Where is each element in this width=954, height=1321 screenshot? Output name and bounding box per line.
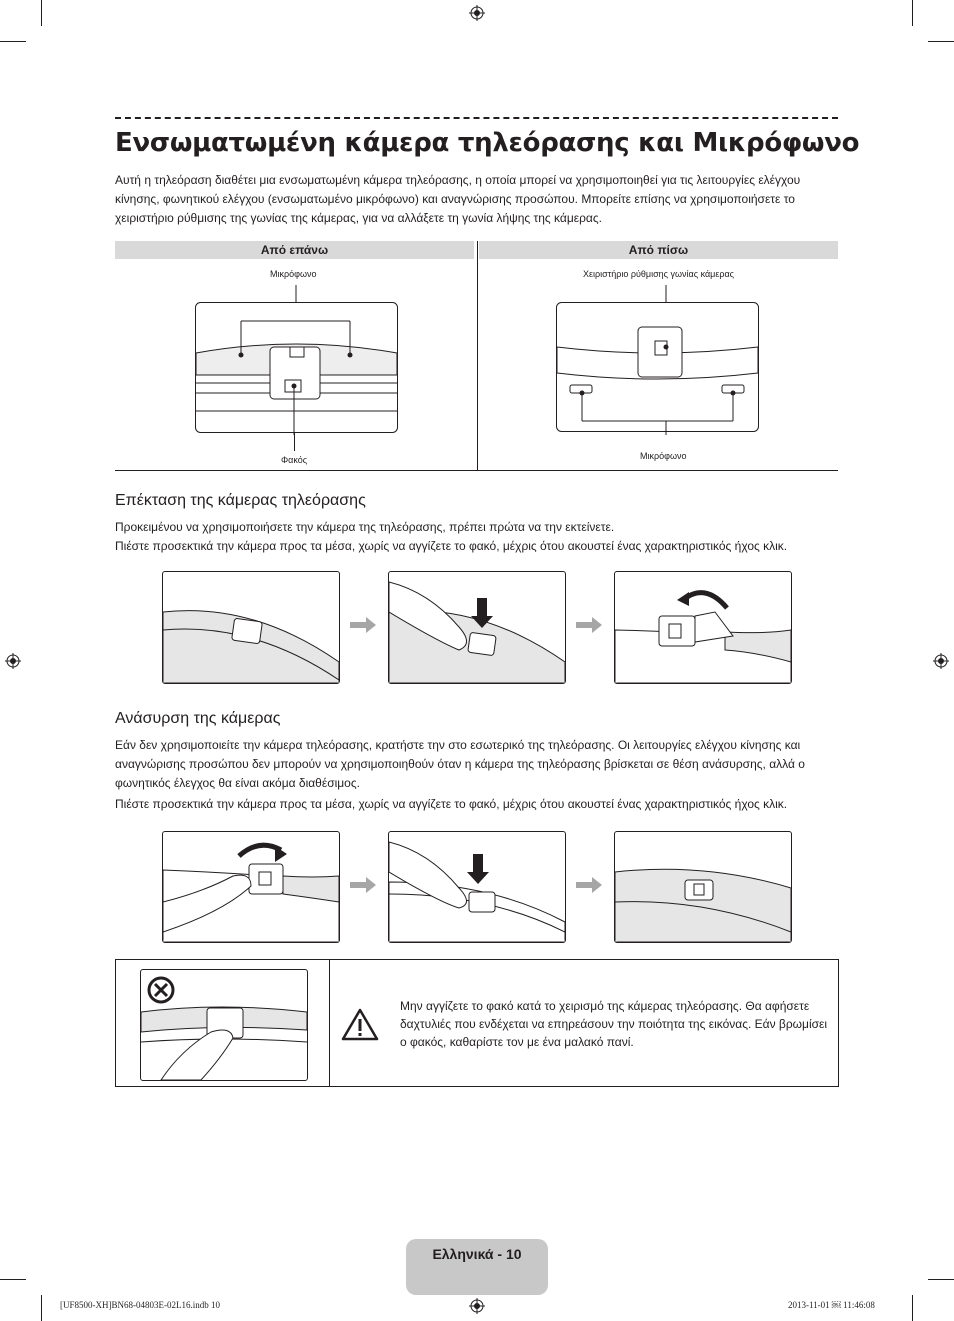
extend-step-1-image xyxy=(162,571,340,684)
back-view-illustration xyxy=(556,285,759,435)
diagram-bottom-rule xyxy=(115,470,838,471)
crop-mark xyxy=(0,41,26,42)
warning-divider xyxy=(329,959,330,1086)
step-arrow-icon xyxy=(576,877,602,893)
extend-line-2: Πιέστε προσεκτικά την κάμερα προς τα μέσα, χωρίς να αγγίζετε το φακό, μέχρις ότου ακουστεί ένας χαρακτηριστικός ήχος κλικ. xyxy=(115,539,788,553)
warning-triangle-icon xyxy=(341,1008,379,1041)
warning-text: Μην αγγίζετε το φακό κατά το χειρισμό της κάμερας τηλεόρασης. Θα αφήσετε δαχτυλιές που ενδέχεται να επηρεάσουν την ποιότητα της εικόνας. Εάν βρωμίσει ο φακός, καθαρίστε τον με ένα μαλακό πανί. xyxy=(400,999,828,1049)
section-rule xyxy=(115,117,838,119)
footer-timestamp: 2013-11-01 ￼ 11:46:08 xyxy=(788,1300,875,1310)
diagram-divider xyxy=(477,241,478,471)
page-number: Ελληνικά - 10 xyxy=(432,1246,522,1262)
step-arrow-icon xyxy=(576,617,602,633)
back-mic-label: Μικρόφωνο xyxy=(640,451,687,461)
retract-paragraph-1: Εάν δεν χρησιμοποιείτε την κάμερα τηλεόρασης, κρατήστε την στο εσωτερικό της τηλεόρασης. Οι λειτουργίες ελέγχου κίνησης και αναγνώρισης προσώπου δεν μπορούν να χρησιμοποιηθούν όταν η κάμερα της τηλεόρασης βρίσκεται σε θέση ανάσυρσης, αλλά ο φωνητικός έλεγχος θα είναι ακόμα διαθέσιμος. xyxy=(115,738,805,790)
intro-paragraph: Αυτή η τηλεόραση διαθέτει μια ενσωματωμένη κάμερα τηλεόρασης, η οποία μπορεί να χρησιμοποιηθεί για τις λειτουργίες ελέγχου κίνησης, φωνητικού ελέγχου (ενσωματωμένο μικρόφωνο) και αναγνώρισης προσώπου. Μπορείτε επίσης να χρησιμοποιήσετε το χειριστήριο ρύθμισης της γωνίας της κάμερας, για να αλλάξετε τη γωνία λήψης της κάμερας. xyxy=(115,173,801,225)
step-arrow-icon xyxy=(350,617,376,633)
crop-mark xyxy=(41,0,42,26)
retract-step-3-image xyxy=(614,831,792,943)
extend-step-3-image xyxy=(614,571,792,684)
registration-mark-icon xyxy=(469,5,485,21)
lens-leader-line xyxy=(294,433,295,451)
top-view-header: Από επάνω xyxy=(115,241,474,259)
prohibited-icon xyxy=(146,975,176,1005)
crop-mark xyxy=(928,1279,954,1280)
registration-mark-icon xyxy=(469,1298,485,1314)
extend-line-1: Προκειμένου να χρησιμοποιήσετε την κάμερα της τηλεόρασης, πρέπει πρώτα να την εκτείνετε. xyxy=(115,520,615,534)
top-mic-label: Μικρόφωνο xyxy=(270,269,317,279)
crop-mark xyxy=(912,1295,913,1321)
back-view-header: Από πίσω xyxy=(479,241,838,259)
registration-mark-icon xyxy=(933,653,949,669)
crop-mark xyxy=(912,0,913,26)
top-lens-label: Φακός xyxy=(281,455,308,465)
crop-mark xyxy=(0,1279,26,1280)
extend-heading: Επέκταση της κάμερας τηλεόρασης xyxy=(115,492,366,509)
retract-heading: Ανάσυρση της κάμερας xyxy=(115,710,281,727)
retract-step-1-image xyxy=(162,831,340,943)
retract-step-2-image xyxy=(388,831,566,943)
registration-mark-icon xyxy=(5,653,21,669)
page-title: Ενσωματωμένη κάμερα τηλεόρασης και Μικρόφωνο xyxy=(115,128,860,158)
step-arrow-icon xyxy=(350,877,376,893)
extend-step-2-image xyxy=(388,571,566,684)
crop-mark xyxy=(41,1295,42,1321)
retract-paragraph-2: Πιέστε προσεκτικά την κάμερα προς τα μέσα, χωρίς να αγγίζετε το φακό, μέχρις ότου ακουστεί ένας χαρακτηριστικός ήχος κλικ. xyxy=(115,797,788,811)
footer-file-name: [UF8500-XH]BN68-04803E-02L16.indb 10 xyxy=(60,1300,220,1310)
top-view-illustration xyxy=(195,285,398,435)
crop-mark xyxy=(928,41,954,42)
back-handle-label: Χειριστήριο ρύθμισης γωνίας κάμερας xyxy=(583,269,735,279)
